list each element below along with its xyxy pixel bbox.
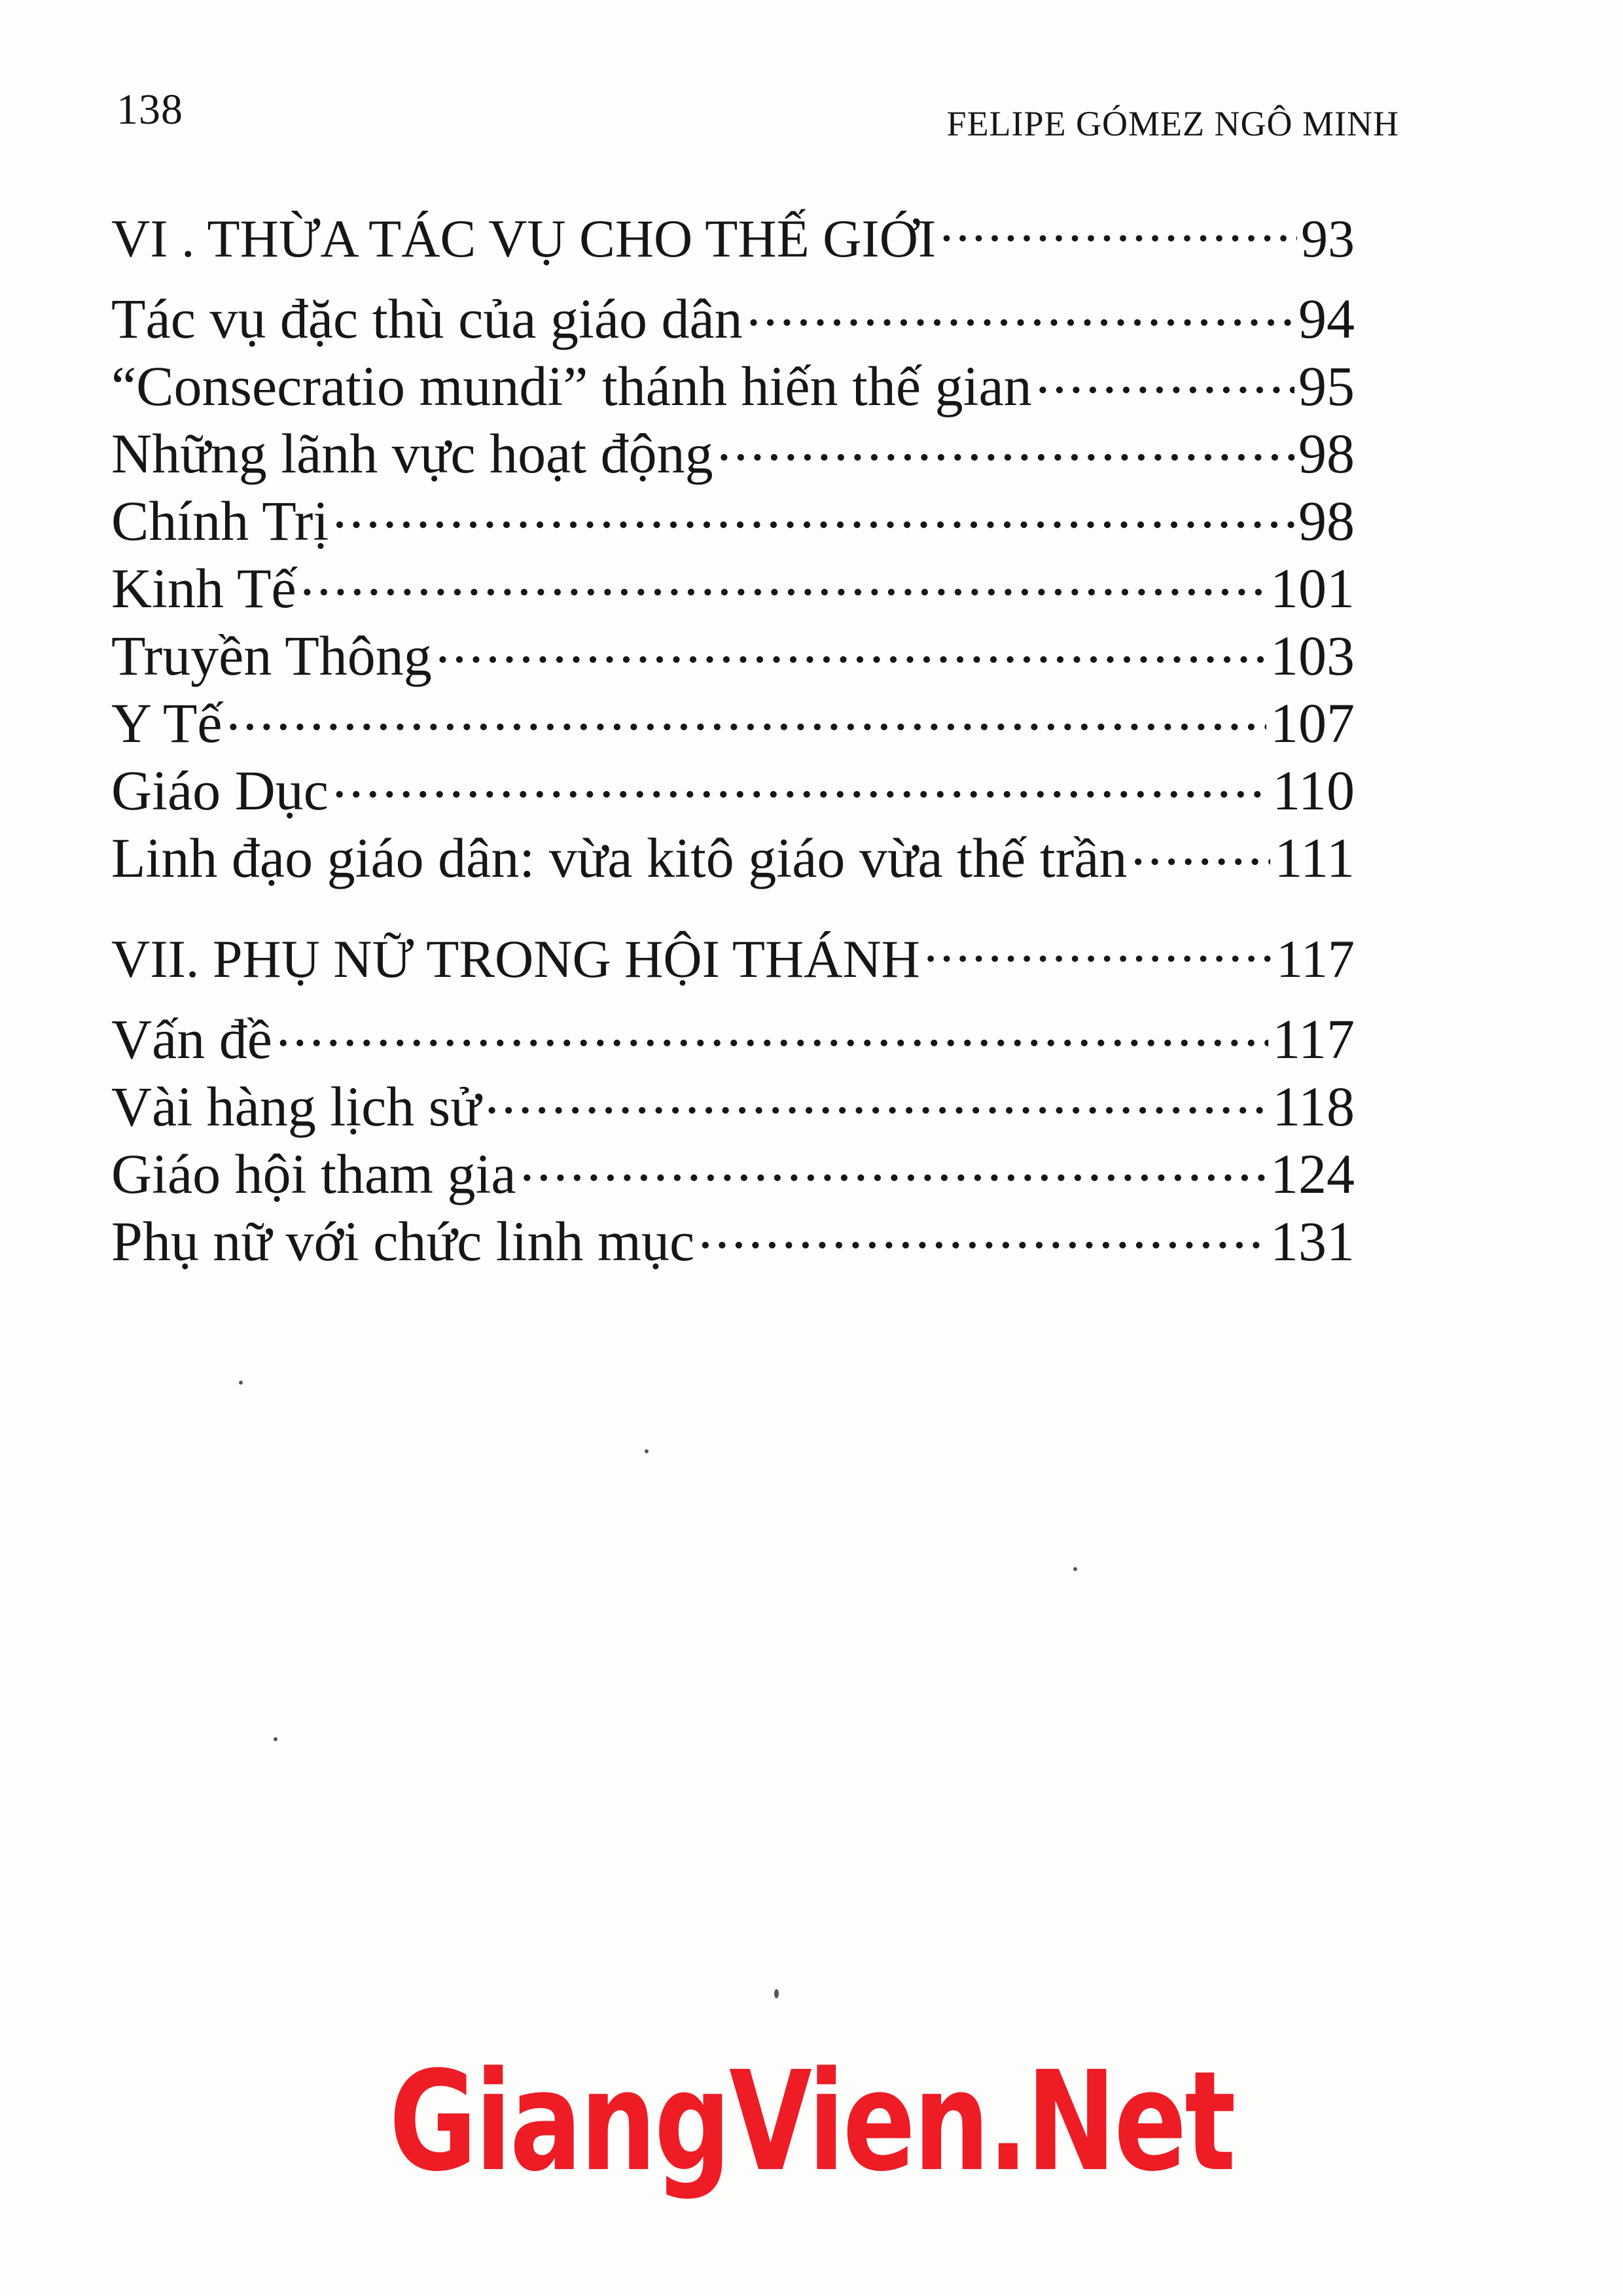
scan-speck	[274, 1737, 277, 1741]
toc-entry-title: “Consecratio mundi” thánh hiến thế gian	[111, 355, 1032, 417]
dot-leader	[747, 287, 1294, 338]
toc-entry-page: 118	[1272, 1075, 1355, 1138]
toc-entry-title: Truyền Thông	[111, 624, 432, 687]
toc-entry-title: Những lãnh vực hoạt động	[111, 422, 713, 485]
toc-entry	[111, 1006, 1355, 1073]
toc-heading-page: 93	[1301, 209, 1355, 268]
page-number: 138	[116, 86, 183, 133]
toc-entry	[111, 353, 1355, 420]
toc-entry-title: Vài hàng lịch sử	[111, 1075, 481, 1138]
dot-leader	[1036, 355, 1294, 405]
running-head: FELIPE GÓMEZ NGÔ MINH	[946, 104, 1399, 143]
scan-speck	[645, 1449, 649, 1453]
dot-leader	[717, 422, 1294, 472]
dot-leader	[698, 1210, 1266, 1260]
scan-speck	[239, 1381, 243, 1385]
toc-entry-title: Kinh Tế	[111, 557, 296, 620]
toc-entry-title: Phụ nữ với chức linh mục	[111, 1210, 695, 1273]
toc-section-vii	[111, 923, 1355, 1275]
dot-leader	[300, 557, 1266, 607]
table-of-contents	[111, 203, 1355, 1275]
toc-entry	[111, 487, 1355, 555]
toc-entry	[111, 285, 1355, 353]
toc-heading-title: VI . THỪA TÁC VỤ CHO THẾ GIỚI	[111, 209, 936, 268]
toc-entry	[111, 1208, 1355, 1275]
dot-leader	[485, 1075, 1268, 1125]
toc-entry	[111, 622, 1355, 690]
page-header	[116, 85, 1399, 150]
toc-entry-page: 95	[1298, 355, 1355, 417]
dot-leader	[1131, 826, 1270, 877]
toc-heading-page: 117	[1276, 929, 1355, 989]
toc-entry-title: Giáo hội tham gia	[111, 1142, 516, 1205]
dot-leader	[940, 208, 1297, 256]
toc-entry-page: 107	[1270, 692, 1355, 754]
toc-heading-title: VII. PHỤ NỮ TRONG HỘI THÁNH	[111, 929, 920, 989]
toc-entry	[111, 757, 1355, 824]
dot-leader	[436, 624, 1266, 675]
toc-entry-page: 124	[1270, 1142, 1355, 1205]
toc-entry	[111, 555, 1355, 622]
toc-entry	[111, 420, 1355, 487]
toc-section-vi	[111, 203, 1355, 892]
dot-leader	[226, 692, 1266, 742]
toc-entry-page: 117	[1272, 1008, 1355, 1070]
dot-leader	[924, 928, 1272, 977]
toc-entry	[111, 824, 1355, 892]
toc-section-heading	[111, 923, 1355, 995]
toc-entry-title: Giáo Dục	[111, 759, 329, 822]
toc-entry-page: 94	[1298, 287, 1355, 350]
scan-speck	[1073, 1567, 1077, 1571]
dot-leader	[332, 759, 1268, 809]
toc-entry-page: 131	[1270, 1210, 1355, 1273]
toc-entry	[111, 1073, 1355, 1140]
toc-entry-page: 111	[1274, 826, 1355, 889]
toc-entry-page: 103	[1270, 624, 1355, 687]
toc-entry-title: Vấn đề	[111, 1008, 272, 1070]
toc-entry-title: Y Tế	[111, 692, 223, 754]
toc-entry-page: 98	[1298, 422, 1355, 485]
toc-entry-page: 101	[1270, 557, 1355, 620]
toc-entry-title: Linh đạo giáo dân: vừa kitô giáo vừa thế trần	[111, 826, 1128, 889]
toc-section-heading	[111, 203, 1355, 275]
dot-leader	[276, 1008, 1268, 1058]
toc-entry-page: 110	[1272, 759, 1355, 822]
watermark: GiangVien.Net	[389, 2041, 1234, 2202]
toc-entry-title: Tác vụ đặc thù của giáo dân	[111, 287, 743, 350]
dot-leader	[520, 1142, 1266, 1193]
scan-speck	[774, 1989, 779, 1998]
toc-entry-title: Chính Trị	[111, 489, 329, 552]
toc-entry-page: 98	[1298, 489, 1355, 552]
toc-entry	[111, 1140, 1355, 1208]
toc-entry	[111, 690, 1355, 757]
dot-leader	[332, 489, 1294, 540]
